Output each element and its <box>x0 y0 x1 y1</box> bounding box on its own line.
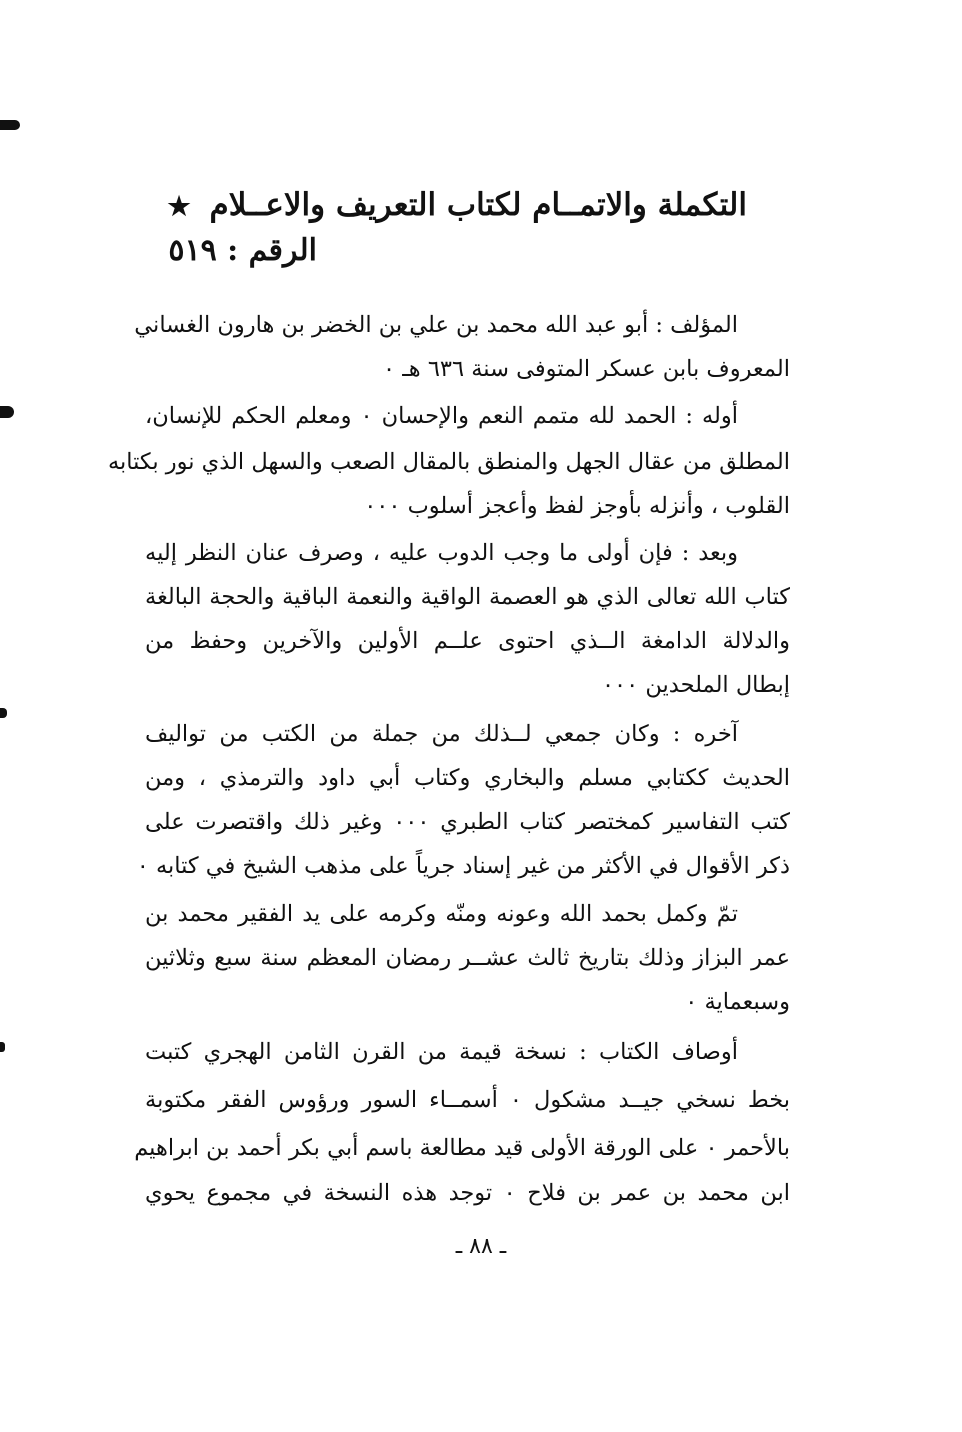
text-line: أوصاف الكتاب : نسخة قيمة من القرن الثامن الهجري كتبت <box>145 1039 738 1065</box>
text-line: القلوب ، وأنزله بأوجز لفظ وأعجز أسلوب ٠٠٠ <box>364 493 790 519</box>
text-line: ذكر الأقوال في الأكثر من غير إسناد جرياً على مذهب الشيخ في كتابه ٠ <box>136 853 790 879</box>
text-line: المطلق من عقال الجهل والمنطق بالمقال الصعب والسهل الذي نور بكتابه <box>107 449 790 475</box>
text-line: تمّ وكمل بحمد الله وعونه ومنّه وكرمه على يد الفقير محمد بن <box>145 901 738 927</box>
text-line: الحديث ككتابي مسلم والبخاري وكتاب أبي داود والترمذي ، ومن <box>145 765 790 791</box>
text-line: عمر البزاز وذلك بتاريخ ثالث عشــر رمضان المعظم سنة سبع وثلاثين <box>145 945 790 971</box>
text-line: آخره : وكان جمعي لــذلك من جملة من الكتب من تواليف <box>145 721 738 747</box>
page-number: ـ ٨٨ ـ <box>455 1234 507 1259</box>
star-icon: ★ <box>167 192 191 222</box>
text-line: وسبعماية ٠ <box>685 989 790 1015</box>
text-line: بخط نسخي جيــد مشكول ٠ أسمــاء السور ورؤوس الفقر مكتوبة <box>145 1087 790 1113</box>
text-line: ابن محمد بن عمر بن فلاح ٠ توجد هذه النسخة في مجموع يحوي <box>145 1180 791 1206</box>
text-line: كتاب الله تعالى الذي هو العصمة الواقية والنعمة الباقية والحجة البالغة <box>145 584 790 610</box>
text-line: إبطال الملحدين ٠٠٠ <box>601 672 790 698</box>
text-line: أوله : الحمد لله متمم النعم والإحسان ٠ ومعلم الحكم للإنسان، <box>145 403 738 429</box>
scan-edge-mark <box>0 1042 5 1052</box>
document-title <box>167 182 747 230</box>
text-line: والدلالة الدامغة الــذي احتوى علــم الأولين والآخرين وحفظ من <box>145 628 790 654</box>
scan-edge-mark <box>0 406 14 418</box>
text-line: بالأحمر ٠ على الورقة الأولى قيد مطالعة باسم أبي بكر أحمد بن ابراهيم <box>134 1135 790 1161</box>
text-line: وبعد : فإن أولى ما وجب الدوب عليه ، وصرف عنان النظر إليه <box>145 540 738 566</box>
title-text: التكملة والاتمــام لكتاب التعريف والاعــلام <box>209 187 747 223</box>
text-line: المؤلف : أبو عبد الله محمد بن علي بن الخضر بن هارون الغساني <box>134 312 738 338</box>
scan-edge-mark <box>0 120 20 130</box>
record-number: الرقم : ٥١٩ <box>168 233 317 268</box>
text-line: المعروف بابن عسكر المتوفى سنة ٦٣٦ هـ ٠ <box>382 356 790 382</box>
scan-edge-mark <box>0 708 7 718</box>
text-line: كتب التفاسير كمختصر كتاب الطبري ٠٠٠ وغير ذلك واقتصرت على <box>145 809 790 835</box>
